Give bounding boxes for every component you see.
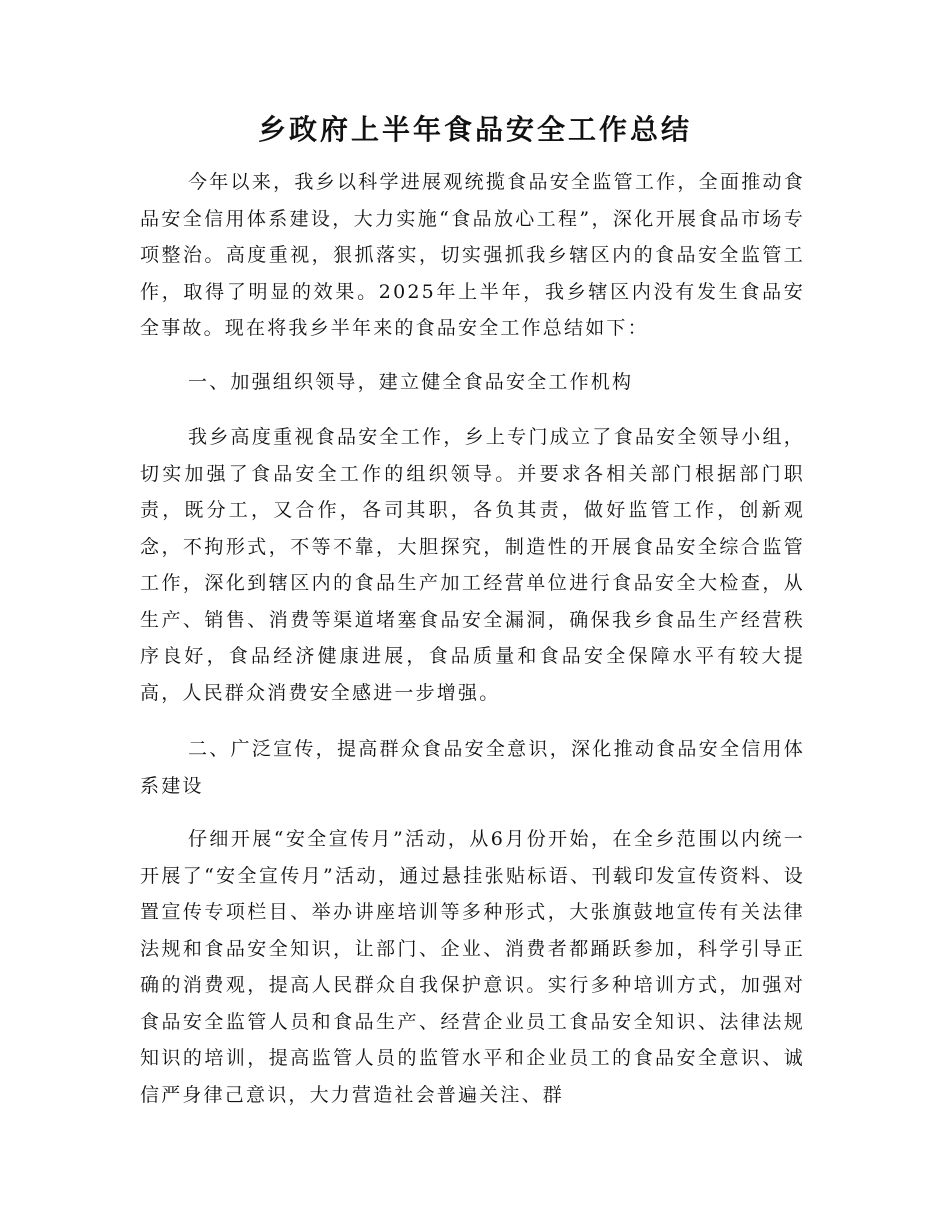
paragraph-section-1: 我乡高度重视食品安全工作，乡上专门成立了食品安全领导小组，切实加强了食品安全工作的组织领导。并要求各相关部门根据部门职责，既分工，又合作，各司其职，各负其责，做好监管工作，创新观念，不拘形式，不等不靠，大胆探究，制造性的开展食品安全综合监管工作，深化到辖区内的食品生产加工经营单位进行食品安全大检查，从生产、销售、消费等渠道堵塞食品安全漏洞，确保我乡食品生产经营秩序良好，食品经济健康进展，食品质量和食品安全保障水平有较大提高，人民群众消费安全感进一步增强。 <box>140 426 805 704</box>
section-heading-2: 二、广泛宣传，提高群众食品安全意识，深化推动食品安全信用体系建设 <box>140 738 805 797</box>
paragraph-section-2: 仔细开展“安全宣传月”活动，从6月份开始，在全乡范围以内统一开展了“安全宣传月”活动，通过悬挂张贴标语、刊载印发宣传资料、设置宣传专项栏目、举办讲座培训等多种形式，大张旗鼓地宣传有关法律法规和食品安全知识，让部门、企业、消费者都踊跃参加，科学引导正确的消费观，提高人民群众自我保护意识。实行多种培训方式，加强对食品安全监管人员和食品生产、经营企业员工食品安全知识、法律法规知识的培训，提高监管人员的监管水平和企业员工的食品安全意识、诚信严身律己意识，大力营造社会普遍关注、群 <box>140 828 805 1106</box>
paragraph-intro: 今年以来，我乡以科学进展观统揽食品安全监管工作，全面推动食品安全信用体系建设，大力实施“食品放心工程”，深化开展食品市场专项整治。高度重视，狠抓落实，切实强抓我乡辖区内的食品安全监管工作，取得了明显的效果。2025年上半年，我乡辖区内没有发生食品安全事故。现在将我乡半年来的食品安全工作总结如下： <box>140 171 805 339</box>
section-heading-1: 一、加强组织领导，建立健全食品安全工作机构 <box>188 371 634 393</box>
document-title: 乡政府上半年食品安全工作总结 <box>257 113 692 146</box>
